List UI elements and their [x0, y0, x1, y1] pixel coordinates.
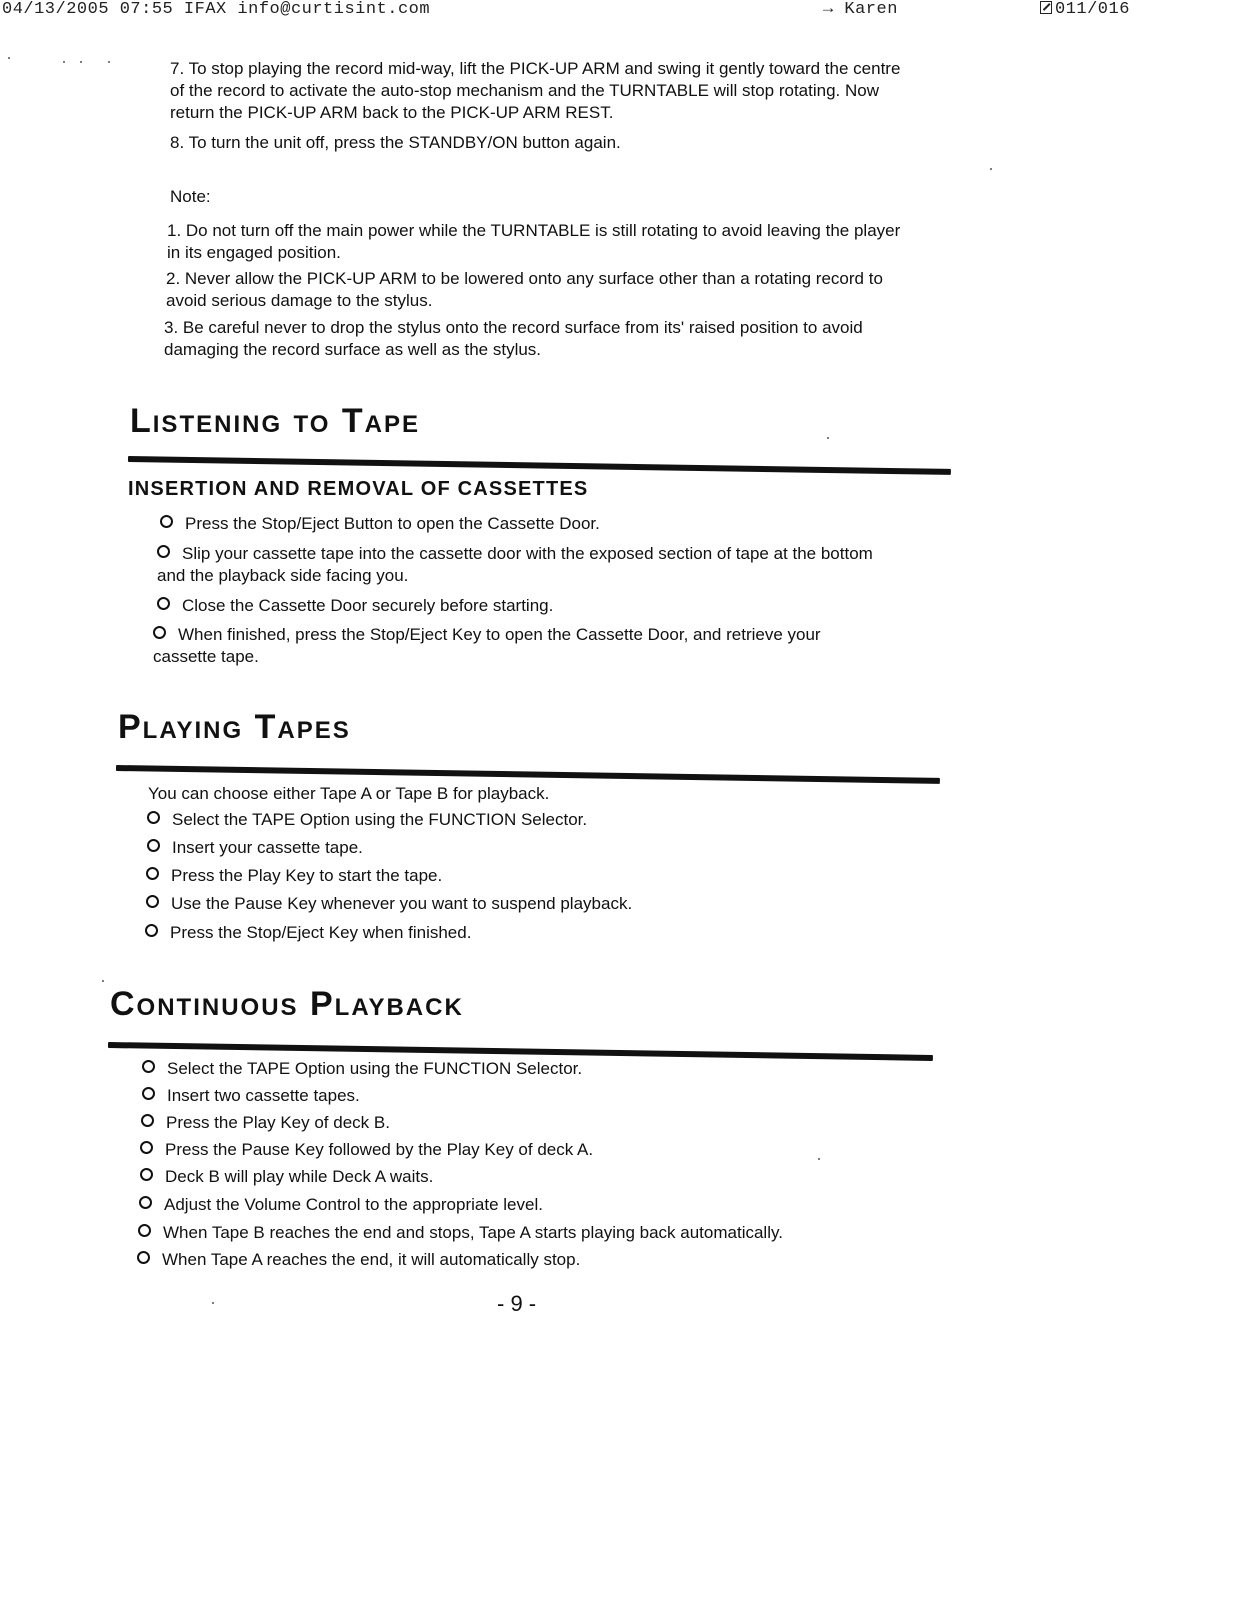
circle-bullet-icon — [142, 1060, 155, 1073]
circle-bullet-icon — [147, 839, 160, 852]
section-rule-listening — [128, 456, 951, 475]
list-item: Select the TAPE Option using the FUNCTION Selector. — [147, 809, 867, 831]
list-item: Deck B will play while Deck A waits. — [140, 1166, 900, 1188]
list-item: Press the Play Key to start the tape. — [146, 865, 866, 887]
circle-bullet-icon — [157, 545, 170, 558]
list-item: Adjust the Volume Control to the appropriate level. — [139, 1194, 899, 1216]
fax-recipient: → Karen — [823, 0, 898, 19]
scan-speck — [108, 61, 110, 63]
fax-page-icon — [1040, 1, 1052, 14]
section-heading-listening: Listening to Tape — [130, 402, 421, 440]
circle-bullet-icon — [146, 867, 159, 880]
section-heading-continuous: Continuous Playback — [110, 985, 464, 1023]
page-number: - 9 - — [497, 1291, 537, 1316]
note-item-2: 2. Never allow the PICK-UP ARM to be lowered onto any surface other than a rotating record to avoid serious damage to the stylus. — [166, 269, 883, 310]
list-item: Press the Stop/Eject Button to open the Cassette Door. — [160, 513, 880, 535]
section-heading-playing: Playing Tapes — [118, 708, 351, 746]
list-item: When finished, press the Stop/Eject Key to open the Cassette Door, and retrieve your cassette tape. — [153, 625, 821, 666]
section-rule-playing — [116, 765, 940, 784]
list-item: Use the Pause Key whenever you want to suspend playback. — [146, 893, 866, 915]
playing-intro: You can choose either Tape A or Tape B for playback. — [148, 784, 550, 803]
circle-bullet-icon — [147, 811, 160, 824]
record-step-8: 8. To turn the unit off, press the STANDBY/ON button again. — [170, 133, 621, 152]
circle-bullet-icon — [137, 1251, 150, 1264]
scan-speck — [63, 61, 65, 63]
list-item: Insert two cassette tapes. — [142, 1085, 902, 1107]
list-item: When Tape A reaches the end, it will automatically stop. — [137, 1249, 897, 1271]
circle-bullet-icon — [140, 1168, 153, 1181]
fax-datetime-sender: 04/13/2005 07:55 IFAX info@curtisint.com — [2, 0, 431, 19]
fax-header — [0, 0, 1235, 22]
circle-bullet-icon — [145, 924, 158, 937]
circle-bullet-icon — [146, 895, 159, 908]
scan-speck — [80, 61, 82, 63]
scan-speck — [212, 1302, 214, 1304]
list-item: Close the Cassette Door securely before starting. — [157, 595, 877, 617]
scan-speck — [8, 57, 10, 59]
circle-bullet-icon — [142, 1087, 155, 1100]
circle-bullet-icon — [153, 626, 166, 639]
list-item: Press the Pause Key followed by the Play Key of deck A. — [140, 1139, 900, 1161]
list-item: Press the Stop/Eject Key when finished. — [145, 922, 865, 944]
list-item: When Tape B reaches the end and stops, Tape A starts playing back automatically. — [138, 1222, 898, 1244]
list-item: Press the Play Key of deck B. — [141, 1112, 901, 1134]
note-item-1: 1. Do not turn off the main power while the TURNTABLE is still rotating to avoid leaving the player in its engaged position. — [167, 221, 901, 262]
circle-bullet-icon — [160, 515, 173, 528]
circle-bullet-icon — [139, 1196, 152, 1209]
note-item-3: 3. Be careful never to drop the stylus onto the record surface from its' raised position to avoid damaging the record surface as well as the stylus. — [164, 318, 863, 359]
circle-bullet-icon — [157, 597, 170, 610]
circle-bullet-icon — [141, 1114, 154, 1127]
note-label: Note: — [170, 187, 211, 206]
list-item: Select the TAPE Option using the FUNCTION Selector. — [142, 1058, 902, 1080]
circle-bullet-icon — [140, 1141, 153, 1154]
scan-speck — [990, 168, 992, 170]
list-item: Slip your cassette tape into the cassette door with the exposed section of tape at the bottom and the playback side facing you. — [157, 544, 873, 585]
list-item: Insert your cassette tape. — [147, 837, 867, 859]
scan-speck — [827, 437, 829, 439]
subheading-cassettes: INSERTION AND REMOVAL OF CASSETTES — [128, 478, 589, 500]
scan-speck — [818, 1158, 820, 1160]
record-step-7: 7. To stop playing the record mid-way, lift the PICK-UP ARM and swing it gently toward the centre of the record to activate the auto-stop mechanism and the TURNTABLE will stop rotating. Now return the PICK-UP ARM back to the PICK-UP ARM REST. — [170, 59, 901, 122]
fax-page-counter — [1040, 0, 1130, 19]
fax-page-counter-text: 011/016 — [1055, 0, 1130, 19]
scan-speck — [102, 980, 104, 982]
circle-bullet-icon — [138, 1224, 151, 1237]
